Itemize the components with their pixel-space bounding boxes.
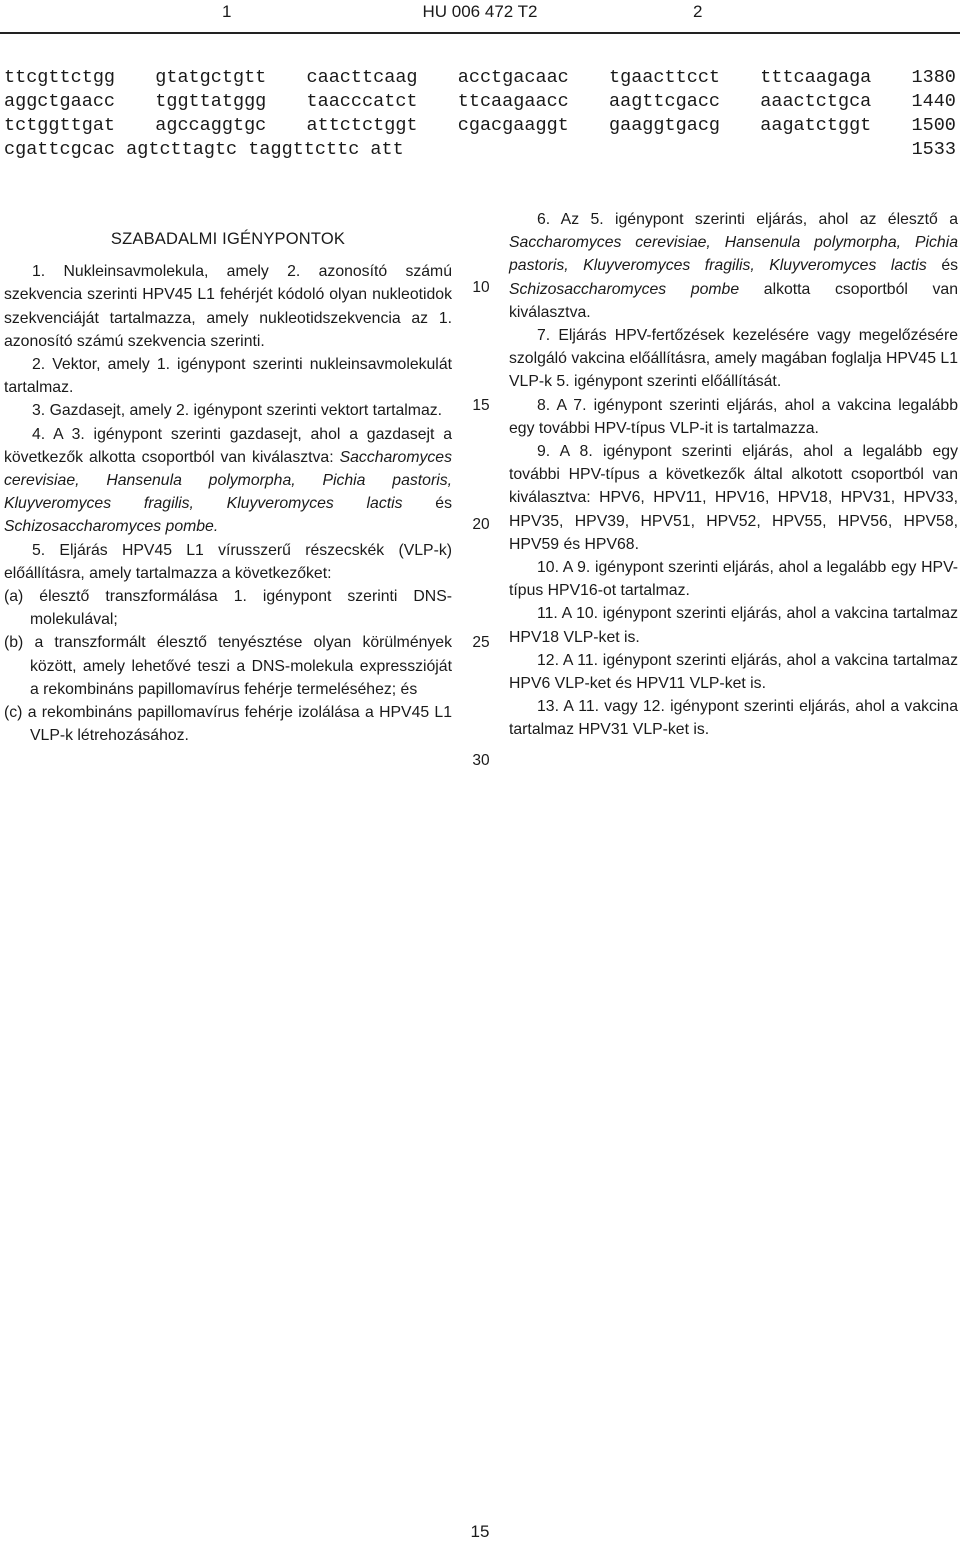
sequence-group: tgaacttcct xyxy=(609,67,721,88)
sequence-group: aggctgaacc xyxy=(4,91,116,112)
header-rule xyxy=(0,32,960,34)
sequence-group: attctctggt xyxy=(306,115,418,136)
line-number: 30 xyxy=(472,752,490,769)
claim-4-conjunction: és xyxy=(402,495,452,513)
claim-5-step-b: (b) a transzformált élesztő tenyésztése olyan körülmények között, amely lehetővé teszi a DNS-molekula expresszióját a rekombináns papillomavírus fehérje termeléséhez; és xyxy=(4,634,452,698)
sequence-row xyxy=(4,66,956,90)
claim-7: 7. Eljárás HPV-fertőzések kezelésére vagy megelőzésére szolgáló vakcina előállításra, amely magában foglalja HPV45 L1 VLP-k 5. igénypont szerinti előállítását. xyxy=(509,327,958,391)
header-right-page-number: 2 xyxy=(693,2,703,21)
claim-1: 1. Nukleinsavmolekula, amely 2. azonosító számú szekvencia szerinti HPV45 L1 fehérjét kódoló olyan nukleotidok szekvenciáját tartalmazza, amely nukleotidszekvencia az 1. azonosító számú szekvencia szerinti. xyxy=(4,263,452,350)
sequence-group: tctggttgat xyxy=(4,115,116,136)
sequence-group: aagatctggt xyxy=(760,115,872,136)
header-document-id: HU 006 472 T2 xyxy=(422,2,538,21)
line-number: 15 xyxy=(472,397,490,414)
sequence-group-last xyxy=(4,138,404,162)
line-number: 10 xyxy=(472,279,490,296)
claim-6 xyxy=(509,208,958,324)
claims-title: SZABADALMI IGÉNYPONTOK xyxy=(110,230,346,248)
sequence-group: caacttcaag xyxy=(306,67,418,88)
sequence-group: taggttcttc xyxy=(248,139,360,160)
left-column xyxy=(4,228,452,747)
sequence-group: aagttcgacc xyxy=(609,91,721,112)
claim-5: 5. Eljárás HPV45 L1 vírusszerű részecskék (VLP-k) előállításra, amely tartalmazza a következőket: xyxy=(4,541,452,582)
claim-6-species-last: Schizosaccharomyces pombe xyxy=(509,280,740,298)
sequence-group: aaactctgca xyxy=(760,91,872,112)
sequence-row xyxy=(4,90,956,114)
claim-3: 3. Gazdasejt, amely 2. igénypont szerinti vektort tartalmaz. xyxy=(32,402,443,420)
claim-5-step-c: (c) a rekombináns papillomavírus fehérje izolálása a HPV45 L1 VLP-k létrehozásához. xyxy=(4,704,452,745)
sequence-group: att xyxy=(370,139,404,160)
line-number: 20 xyxy=(472,516,490,533)
claim-6-species: Saccharomyces cerevisiae, Hansenula polymorpha, Pichia pastoris, Kluyveromyces fragilis, Kluyveromyces lactis xyxy=(509,234,958,275)
sequence-position: 1533 xyxy=(911,139,956,160)
sequence-group: cgacgaaggt xyxy=(457,115,569,136)
sequence-group: cgattcgcac xyxy=(4,139,116,160)
sequence-position: 1440 xyxy=(911,91,956,112)
claim-4 xyxy=(4,423,452,539)
sequence-group: tttcaagaga xyxy=(760,67,872,88)
page-number: 15 xyxy=(470,1522,490,1541)
claim-10: 10. A 9. igénypont szerinti eljárás, ahol a legalább egy HPV-típus HPV16-ot tartalmaz. xyxy=(509,559,958,600)
sequence-row xyxy=(4,138,956,162)
claim-4-text: 4. A 3. igénypont szerinti gazdasejt, ahol a gazdasejt a következők alkotta csoportból van kiválasztva: xyxy=(4,425,452,466)
claim-6-text: 6. Az 5. igénypont szerinti eljárás, ahol az élesztő a xyxy=(537,211,958,228)
header-left-page-number: 1 xyxy=(222,2,232,21)
sequence-position: 1500 xyxy=(911,115,956,136)
sequence-group: taacccatct xyxy=(306,91,418,112)
sequence-group: acctgacaac xyxy=(457,67,569,88)
sequence-group: ttcaagaacc xyxy=(457,91,569,112)
claim-9: 9. A 8. igénypont szerinti eljárás, ahol a legalább egy további HPV-típus a következők által alkotott csoportból van kiválasztva: HPV6, HPV11, HPV16, HPV18, HPV31, HPV33, HPV35, HPV39, HPV51, HPV52, HPV55, HPV56, HPV58, HPV59 és HPV68. xyxy=(509,443,958,553)
sequence-group: agtcttagtc xyxy=(126,139,238,160)
claim-8: 8. A 7. igénypont szerinti eljárás, ahol a vakcina legalább egy további HPV-típus VLP-it is tartalmazza. xyxy=(509,396,958,437)
right-column xyxy=(509,208,958,742)
claim-4-species-last: Schizosaccharomyces pombe. xyxy=(4,518,219,536)
sequence-group: gaaggtgacg xyxy=(609,115,721,136)
claim-4-species: Saccharomyces cerevisiae, Hansenula polymorpha, Pichia pastoris, Kluyveromyces fragilis, Kluyveromyces lactis xyxy=(4,448,452,513)
sequence-group: gtatgctgtt xyxy=(155,67,267,88)
claim-6-conjunction: és xyxy=(926,257,959,275)
sequence-listing xyxy=(4,66,956,162)
claim-5-step-a: (a) élesztő transzformálása 1. igénypont szerinti DNS-molekulával; xyxy=(4,588,452,629)
sequence-group: agccaggtgc xyxy=(155,115,267,136)
sequence-group: tggttatggg xyxy=(155,91,267,112)
claim-11: 11. A 10. igénypont szerinti eljárás, ahol a vakcina tartalmaz HPV18 VLP-ket is. xyxy=(509,605,958,646)
claim-13: 13. A 11. vagy 12. igénypont szerinti eljárás, ahol a vakcina tartalmaz HPV31 VLP-ket is. xyxy=(509,698,958,739)
claim-12: 12. A 11. igénypont szerinti eljárás, ahol a vakcina tartalmaz HPV6 VLP-ket és HPV11 VLP-ket is. xyxy=(509,651,958,693)
line-number: 25 xyxy=(472,634,490,651)
sequence-group: ttcgttctgg xyxy=(4,67,116,88)
claim-2: 2. Vektor, amely 1. igénypont szerinti nukleinsavmolekulát tartalmaz. xyxy=(4,356,452,397)
claim-6-text-end: alkotta csoportból van kiválasztva. xyxy=(509,280,959,321)
sequence-row xyxy=(4,114,956,138)
sequence-position: 1380 xyxy=(911,67,956,88)
